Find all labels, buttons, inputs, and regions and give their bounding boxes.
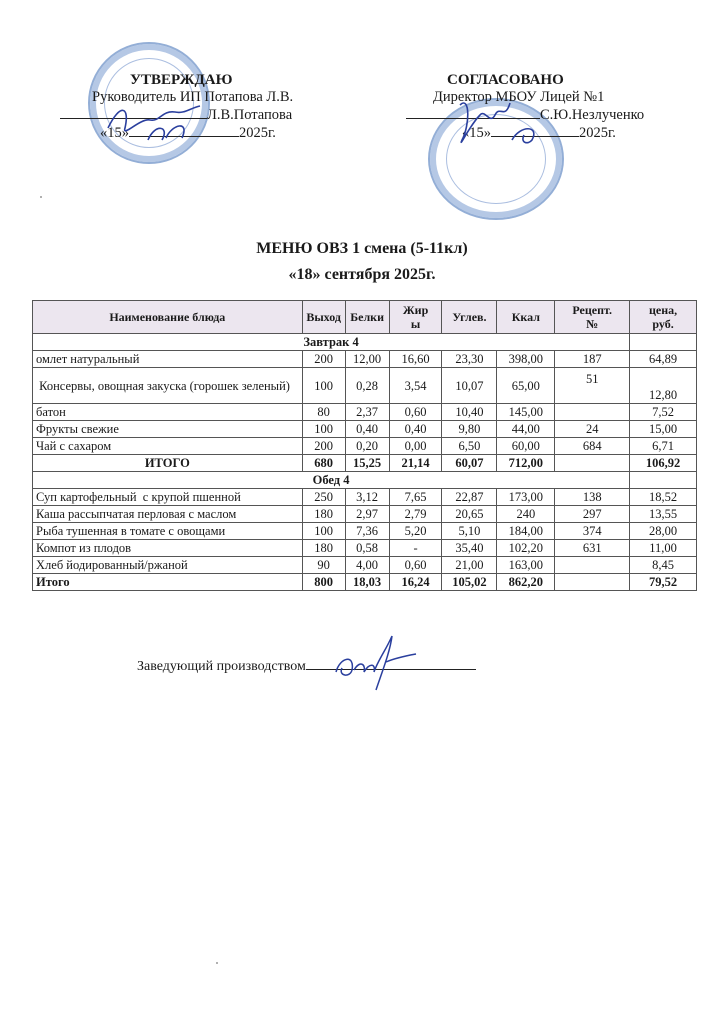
dish-recipe: 187 <box>555 351 630 368</box>
header-fat-line2: ы <box>410 317 421 331</box>
agree-signature <box>440 95 560 155</box>
approve-signer: Л.В.Потапова <box>207 107 293 123</box>
dish-carbs: 23,30 <box>442 351 497 368</box>
dish-carbs: 20,65 <box>442 506 497 523</box>
total-output: 800 <box>302 574 345 591</box>
dish-recipe: 374 <box>555 523 630 540</box>
production-manager-line <box>137 657 476 675</box>
scan-speck <box>40 196 42 198</box>
header-price <box>630 301 697 334</box>
dish-name: Рыба тушенная в томате с овощами <box>33 523 303 540</box>
section-empty-cell <box>630 334 697 351</box>
total-row-lunch <box>33 574 697 591</box>
agree-signer: С.Ю.Незлученко <box>540 107 645 123</box>
dish-kcal: 44,00 <box>497 421 555 438</box>
dish-name: Компот из плодов <box>33 540 303 557</box>
dish-kcal: 173,00 <box>497 489 555 506</box>
dish-fat: 5,20 <box>389 523 442 540</box>
dish-name: Суп картофельный с крупой пшенной <box>33 489 303 506</box>
total-price: 79,52 <box>630 574 697 591</box>
total-carbs: 60,07 <box>442 455 497 472</box>
dish-fat: - <box>389 540 442 557</box>
dish-kcal: 145,00 <box>497 404 555 421</box>
dish-protein: 2,37 <box>345 404 389 421</box>
dish-kcal: 398,00 <box>497 351 555 368</box>
header-output: Выход <box>302 301 345 334</box>
dish-protein: 4,00 <box>345 557 389 574</box>
dish-protein: 3,12 <box>345 489 389 506</box>
dish-fat: 0,60 <box>389 557 442 574</box>
dish-price: 6,71 <box>630 438 697 455</box>
dish-carbs: 10,40 <box>442 404 497 421</box>
section-title: Обед 4 <box>33 472 630 489</box>
table-row <box>33 368 697 404</box>
dish-fat: 0,60 <box>389 404 442 421</box>
header-recipe-line2: № <box>586 317 599 331</box>
dish-fat: 0,40 <box>389 421 442 438</box>
dish-protein: 0,20 <box>345 438 389 455</box>
dish-price: 11,00 <box>630 540 697 557</box>
dish-fat: 3,54 <box>389 368 442 404</box>
dish-price: 18,52 <box>630 489 697 506</box>
section-header-lunch <box>33 472 697 489</box>
dish-output: 100 <box>302 523 345 540</box>
dish-protein: 0,28 <box>345 368 389 404</box>
agree-date-year: 2025г. <box>579 125 616 141</box>
total-protein: 15,25 <box>345 455 389 472</box>
approve-heading: УТВЕРЖДАЮ <box>130 72 233 88</box>
dish-recipe: 631 <box>555 540 630 557</box>
total-output: 680 <box>302 455 345 472</box>
dish-price: 64,89 <box>630 351 697 368</box>
total-kcal: 862,20 <box>497 574 555 591</box>
dish-carbs: 10,07 <box>442 368 497 404</box>
approve-date-year: 2025г. <box>239 125 276 141</box>
total-carbs: 105,02 <box>442 574 497 591</box>
header-price-line2: руб. <box>652 317 674 331</box>
dish-name: Чай с сахаром <box>33 438 303 455</box>
dish-carbs: 21,00 <box>442 557 497 574</box>
dish-name: омлет натуральный <box>33 351 303 368</box>
dish-kcal: 102,20 <box>497 540 555 557</box>
dish-output: 80 <box>302 404 345 421</box>
dish-output: 100 <box>302 421 345 438</box>
header-carbs: Углев. <box>442 301 497 334</box>
dish-name: Фрукты свежие <box>33 421 303 438</box>
header-recipe-line1: Рецепт. <box>572 303 613 317</box>
dish-output: 250 <box>302 489 345 506</box>
dish-price: 12,80 <box>630 368 697 404</box>
header-price-line1: цена, <box>648 303 678 317</box>
approve-signature <box>100 98 220 148</box>
dish-name: батон <box>33 404 303 421</box>
agree-date-day: «15» <box>462 125 491 141</box>
section-title: Завтрак 4 <box>33 334 630 351</box>
dish-fat: 0,00 <box>389 438 442 455</box>
scan-speck <box>216 962 218 964</box>
table-row <box>33 540 697 557</box>
production-manager-label: Заведующий производством <box>137 659 306 674</box>
dish-name: Каша рассыпчатая перловая с маслом <box>33 506 303 523</box>
approve-date-day: «15» <box>100 125 129 141</box>
total-protein: 18,03 <box>345 574 389 591</box>
dish-kcal: 163,00 <box>497 557 555 574</box>
dish-protein: 2,97 <box>345 506 389 523</box>
total-recipe <box>555 574 630 591</box>
dish-recipe <box>555 404 630 421</box>
dish-carbs: 22,87 <box>442 489 497 506</box>
menu-date: «18» сентября 2025г. <box>288 266 436 283</box>
production-manager-signature <box>330 632 420 694</box>
menu-title: МЕНЮ ОВЗ 1 смена (5-11кл) <box>256 240 468 257</box>
dish-output: 200 <box>302 438 345 455</box>
dish-carbs: 6,50 <box>442 438 497 455</box>
table-row <box>33 438 697 455</box>
dish-name: Хлеб йодированный/ржаной <box>33 557 303 574</box>
dish-protein: 12,00 <box>345 351 389 368</box>
dish-carbs: 9,80 <box>442 421 497 438</box>
dish-recipe: 684 <box>555 438 630 455</box>
dish-kcal: 184,00 <box>497 523 555 540</box>
table-row <box>33 523 697 540</box>
header-recipe <box>555 301 630 334</box>
table-row <box>33 557 697 574</box>
dish-output: 180 <box>302 540 345 557</box>
dish-name: Консервы, овощная закуска (горошек зеленый) <box>33 368 303 404</box>
dish-recipe: 24 <box>555 421 630 438</box>
dish-carbs: 5,10 <box>442 523 497 540</box>
section-empty-cell <box>630 472 697 489</box>
menu-table <box>32 300 697 591</box>
dish-fat: 2,79 <box>389 506 442 523</box>
header-fat <box>389 301 442 334</box>
total-row-breakfast <box>33 455 697 472</box>
total-recipe <box>555 455 630 472</box>
dish-protein: 0,40 <box>345 421 389 438</box>
dish-recipe: 51 <box>555 368 630 404</box>
table-row <box>33 351 697 368</box>
dish-output: 100 <box>302 368 345 404</box>
total-kcal: 712,00 <box>497 455 555 472</box>
total-fat: 21,14 <box>389 455 442 472</box>
dish-recipe <box>555 557 630 574</box>
dish-price: 13,55 <box>630 506 697 523</box>
dish-protein: 0,58 <box>345 540 389 557</box>
dish-price: 15,00 <box>630 421 697 438</box>
table-row <box>33 404 697 421</box>
dish-recipe: 297 <box>555 506 630 523</box>
agree-position: Директор МБОУ Лицей №1 <box>433 89 605 105</box>
table-row <box>33 506 697 523</box>
header-fat-line1: Жир <box>402 303 429 317</box>
dish-fat: 16,60 <box>389 351 442 368</box>
dish-output: 90 <box>302 557 345 574</box>
approve-position: Руководитель ИП Потапова Л.В. <box>92 89 294 105</box>
header-name: Наименование блюда <box>33 301 303 334</box>
dish-price: 28,00 <box>630 523 697 540</box>
dish-kcal: 65,00 <box>497 368 555 404</box>
dish-recipe: 138 <box>555 489 630 506</box>
table-row <box>33 489 697 506</box>
dish-protein: 7,36 <box>345 523 389 540</box>
table-header-row <box>33 301 697 334</box>
dish-price: 7,52 <box>630 404 697 421</box>
agree-heading: СОГЛАСОВАНО <box>447 72 564 88</box>
dish-price: 8,45 <box>630 557 697 574</box>
table-row <box>33 421 697 438</box>
header-kcal: Ккал <box>497 301 555 334</box>
dish-output: 200 <box>302 351 345 368</box>
total-price: 106,92 <box>630 455 697 472</box>
dish-output: 180 <box>302 506 345 523</box>
total-label: Итого <box>33 574 303 591</box>
header-protein: Белки <box>345 301 389 334</box>
dish-kcal: 240 <box>497 506 555 523</box>
dish-carbs: 35,40 <box>442 540 497 557</box>
section-header-breakfast <box>33 334 697 351</box>
total-fat: 16,24 <box>389 574 442 591</box>
total-label: ИТОГО <box>33 455 303 472</box>
dish-fat: 7,65 <box>389 489 442 506</box>
dish-kcal: 60,00 <box>497 438 555 455</box>
